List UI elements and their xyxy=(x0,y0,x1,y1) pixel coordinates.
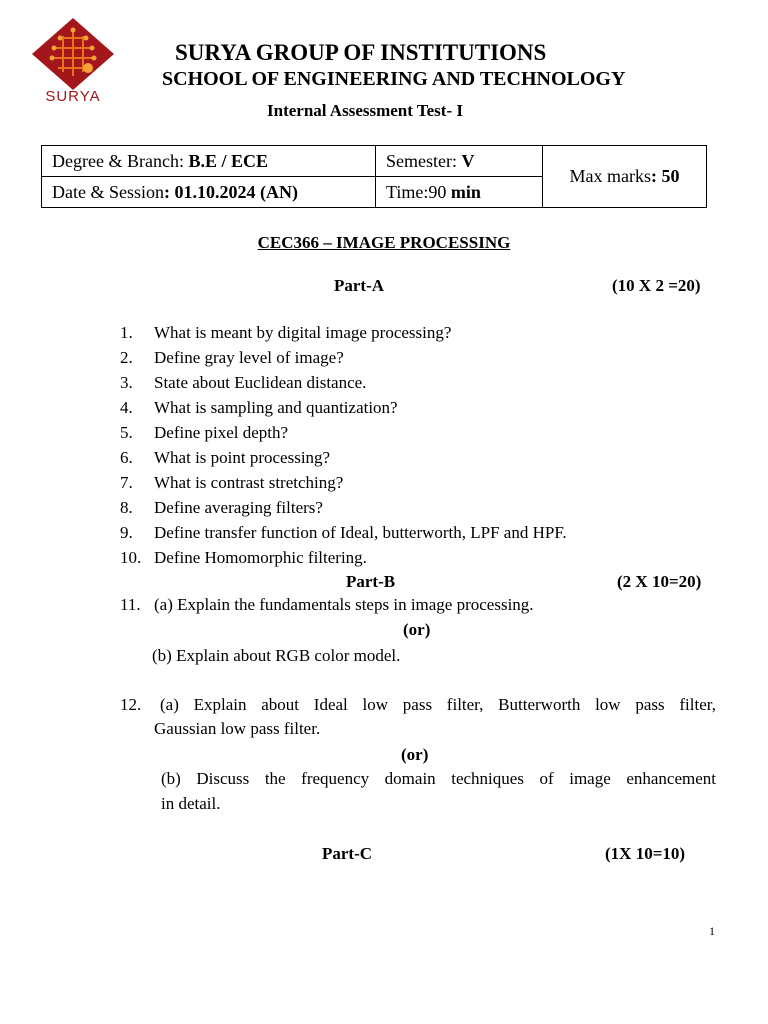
part-a-marks: (10 X 2 =20) xyxy=(612,276,701,295)
question-number: 10. xyxy=(120,548,142,567)
question-12a-line1: (a) Explain about Ideal low pass filter, Butterworth low pass filter, xyxy=(160,695,716,714)
part-b-title: Part-B xyxy=(346,572,396,591)
question-number: 9. xyxy=(120,523,133,542)
question-11a: (a) Explain the fundamentals steps in image processing. xyxy=(154,595,534,614)
degree-value: B.E / ECE xyxy=(188,150,268,171)
question-12b-line1: (b) Discuss the frequency domain techniques of image enhancement xyxy=(161,769,716,788)
semester-label: Semester: xyxy=(386,150,462,171)
max-marks-label: Max marks xyxy=(569,166,651,186)
question-12a-line2: Gaussian low pass filter. xyxy=(154,719,321,738)
question-number: 5. xyxy=(120,423,133,442)
question-text: State about Euclidean distance. xyxy=(154,373,367,392)
question-11-or: (or) xyxy=(403,620,431,639)
question-text: What is contrast stretching? xyxy=(154,473,344,492)
date-label: Date & Session xyxy=(52,181,164,202)
question-number: 1. xyxy=(120,323,133,342)
question-number: 6. xyxy=(120,448,133,467)
date-value: : 01.10.2024 (AN) xyxy=(164,181,298,202)
logo-emblem-icon xyxy=(30,16,116,92)
question-text: Define gray level of image? xyxy=(154,348,344,367)
question-12-number: 12. xyxy=(120,695,142,714)
degree-branch-cell xyxy=(42,146,376,177)
semester-cell xyxy=(376,146,543,177)
question-11b: (b) Explain about RGB color model. xyxy=(152,646,401,665)
part-a-title: Part-A xyxy=(334,276,385,295)
question-text: What is point processing? xyxy=(154,448,331,467)
date-session-cell xyxy=(42,177,376,208)
max-marks-cell xyxy=(543,146,707,208)
test-name: Internal Assessment Test- I xyxy=(267,101,463,120)
time-cell xyxy=(376,177,543,208)
question-number: 3. xyxy=(120,373,133,392)
part-c-title: Part-C xyxy=(322,844,373,863)
page-number: 1 xyxy=(709,924,715,938)
part-b-marks: (2 X 10=20) xyxy=(617,572,702,591)
question-number: 4. xyxy=(120,398,133,417)
logo-text: SURYA xyxy=(45,88,101,105)
time-value: min xyxy=(450,181,481,202)
question-text: Define transfer function of Ideal, butterworth, LPF and HPF. xyxy=(154,523,567,542)
institution-name: SURYA GROUP OF INSTITUTIONS xyxy=(175,40,547,65)
question-text: What is sampling and quantization? xyxy=(154,398,398,417)
question-number: 7. xyxy=(120,473,133,492)
school-name: SCHOOL OF ENGINEERING AND TECHNOLOGY xyxy=(162,68,626,90)
question-12-or: (or) xyxy=(401,745,429,764)
question-number: 8. xyxy=(120,498,133,517)
question-12b-line2: in detail. xyxy=(161,794,221,813)
part-c-marks: (1X 10=10) xyxy=(605,844,686,863)
question-text: What is meant by digital image processing? xyxy=(154,323,452,342)
question-text: Define Homomorphic filtering. xyxy=(154,548,367,567)
question-11-number: 11. xyxy=(120,595,141,614)
question-text: Define pixel depth? xyxy=(154,423,289,442)
question-text: Define averaging filters? xyxy=(154,498,323,517)
degree-label: Degree & Branch: xyxy=(52,150,189,171)
time-label: Time:90 xyxy=(386,181,451,202)
max-marks-value: : 50 xyxy=(650,166,680,186)
question-number: 2. xyxy=(120,348,133,367)
course-title: CEC366 – IMAGE PROCESSING xyxy=(257,233,511,252)
semester-value: V xyxy=(461,150,475,171)
exam-info-table xyxy=(41,145,707,208)
